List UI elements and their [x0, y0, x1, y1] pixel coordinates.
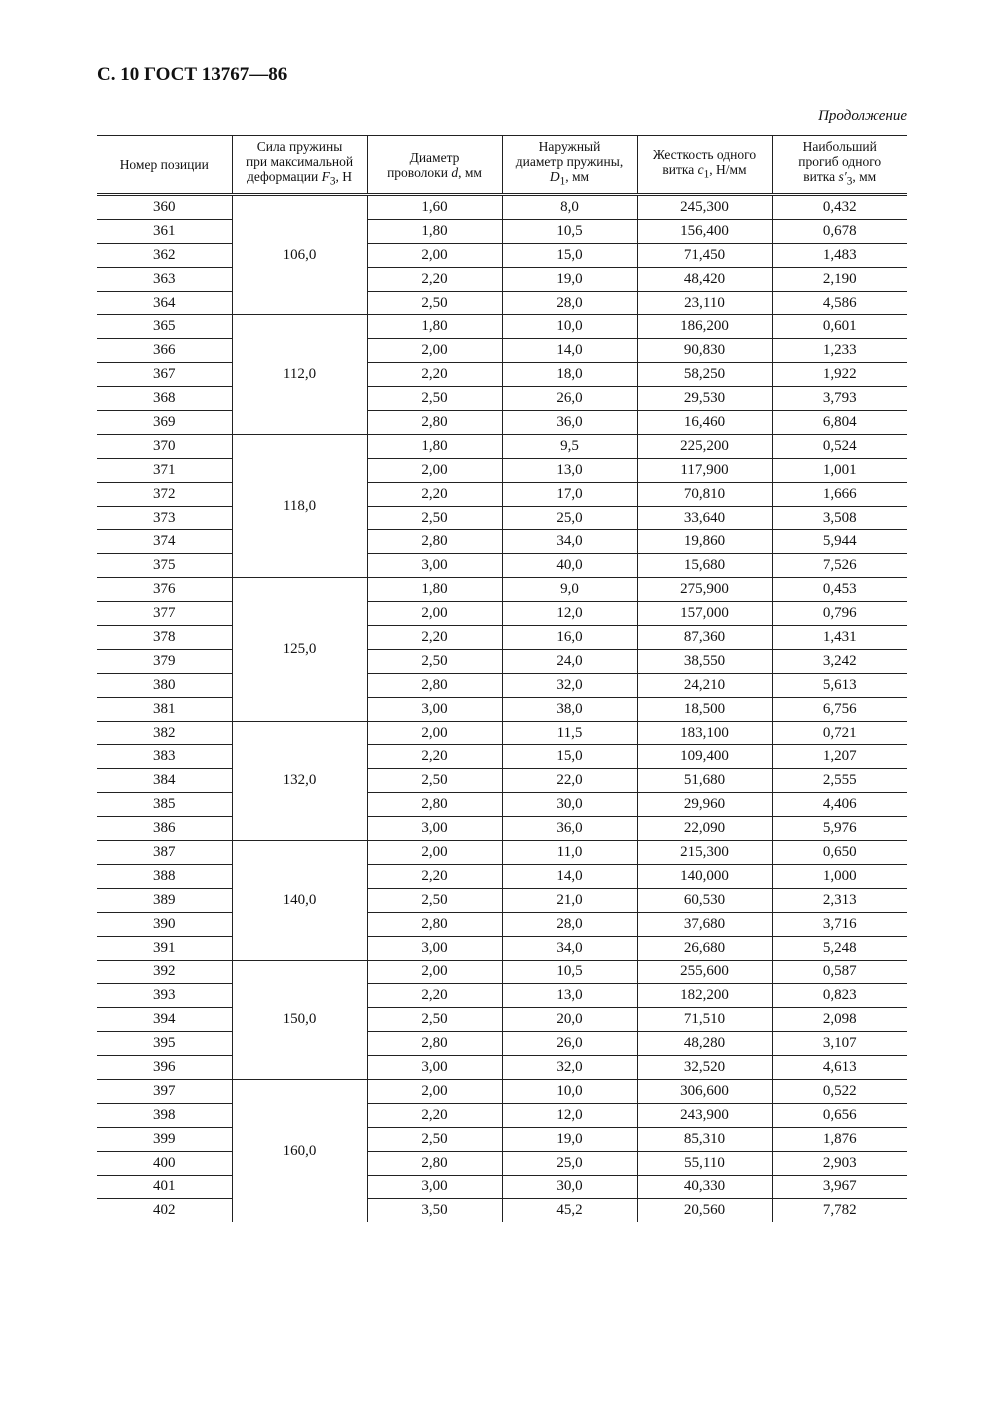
- stiffness-cell: 225,200: [637, 434, 772, 458]
- stiffness-cell: 245,300: [637, 195, 772, 220]
- stiffness-cell: 71,450: [637, 243, 772, 267]
- stiffness-cell: 15,680: [637, 554, 772, 578]
- stiffness-cell: 70,810: [637, 482, 772, 506]
- stiffness-cell: 71,510: [637, 1008, 772, 1032]
- stiffness-cell: 16,460: [637, 411, 772, 435]
- max-deflection-cell: 1,431: [772, 626, 907, 650]
- outer-diameter-cell: 22,0: [502, 769, 637, 793]
- col-header-outer-diameter: Наружный диаметр пружины, $D_1$, мм: [502, 136, 637, 195]
- position-number-cell: 375: [97, 554, 232, 578]
- outer-diameter-cell: 36,0: [502, 817, 637, 841]
- col-header-wire-diameter: Диаметр проволоки d, мм: [367, 136, 502, 195]
- position-number-cell: 388: [97, 864, 232, 888]
- position-number-cell: 392: [97, 960, 232, 984]
- outer-diameter-cell: 21,0: [502, 888, 637, 912]
- max-deflection-cell: 6,756: [772, 697, 907, 721]
- outer-diameter-cell: 10,0: [502, 1079, 637, 1103]
- table-body: [97, 195, 907, 1223]
- wire-diameter-cell: 2,20: [367, 626, 502, 650]
- wire-diameter-cell: 2,80: [367, 530, 502, 554]
- position-number-cell: 377: [97, 602, 232, 626]
- stiffness-cell: 29,530: [637, 387, 772, 411]
- wire-diameter-cell: 2,50: [367, 1008, 502, 1032]
- stiffness-cell: 215,300: [637, 841, 772, 865]
- table-row: [97, 434, 907, 458]
- wire-diameter-cell: 2,00: [367, 1079, 502, 1103]
- outer-diameter-cell: 16,0: [502, 626, 637, 650]
- max-deflection-cell: 1,483: [772, 243, 907, 267]
- wire-diameter-cell: 2,20: [367, 267, 502, 291]
- outer-diameter-cell: 10,5: [502, 219, 637, 243]
- table-row: [97, 745, 907, 769]
- outer-diameter-cell: 26,0: [502, 1032, 637, 1056]
- table-row: [97, 888, 907, 912]
- table-row: [97, 411, 907, 435]
- col-header-position: Номер позиции: [97, 136, 232, 195]
- table-row: [97, 243, 907, 267]
- outer-diameter-cell: 8,0: [502, 195, 637, 220]
- force-cell: 150,0: [232, 960, 367, 1079]
- wire-diameter-cell: 2,50: [367, 387, 502, 411]
- table-row: [97, 1103, 907, 1127]
- position-number-cell: 400: [97, 1151, 232, 1175]
- table-row: [97, 530, 907, 554]
- stiffness-cell: 87,360: [637, 626, 772, 650]
- stiffness-cell: 48,420: [637, 267, 772, 291]
- stiffness-cell: 182,200: [637, 984, 772, 1008]
- wire-diameter-cell: 3,50: [367, 1199, 502, 1222]
- table-row: [97, 697, 907, 721]
- table-row: [97, 673, 907, 697]
- col-header-max-deflection: Наибольший прогиб одного витка $s'_3$, мм: [772, 136, 907, 195]
- stiffness-cell: 24,210: [637, 673, 772, 697]
- table-row: [97, 291, 907, 315]
- position-number-cell: 364: [97, 291, 232, 315]
- wire-diameter-cell: 2,50: [367, 888, 502, 912]
- table-row: [97, 387, 907, 411]
- position-number-cell: 360: [97, 195, 232, 220]
- max-deflection-cell: 1,233: [772, 339, 907, 363]
- position-number-cell: 366: [97, 339, 232, 363]
- force-cell: 112,0: [232, 315, 367, 434]
- table-header-row: [97, 136, 907, 195]
- wire-diameter-cell: 2,50: [367, 291, 502, 315]
- position-number-cell: 394: [97, 1008, 232, 1032]
- position-number-cell: 365: [97, 315, 232, 339]
- outer-diameter-cell: 38,0: [502, 697, 637, 721]
- table-row: [97, 363, 907, 387]
- max-deflection-cell: 4,406: [772, 793, 907, 817]
- outer-diameter-cell: 13,0: [502, 458, 637, 482]
- stiffness-cell: 33,640: [637, 506, 772, 530]
- wire-diameter-cell: 2,00: [367, 721, 502, 745]
- table-row: [97, 793, 907, 817]
- max-deflection-cell: 1,922: [772, 363, 907, 387]
- max-deflection-cell: 6,804: [772, 411, 907, 435]
- max-deflection-cell: 7,526: [772, 554, 907, 578]
- wire-diameter-cell: 1,60: [367, 195, 502, 220]
- position-number-cell: 393: [97, 984, 232, 1008]
- wire-diameter-cell: 3,00: [367, 817, 502, 841]
- outer-diameter-cell: 11,5: [502, 721, 637, 745]
- stiffness-cell: 186,200: [637, 315, 772, 339]
- col-header-stiffness: Жесткость одного витка $c_1$, Н/мм: [637, 136, 772, 195]
- max-deflection-cell: 3,242: [772, 649, 907, 673]
- position-number-cell: 390: [97, 912, 232, 936]
- outer-diameter-cell: 13,0: [502, 984, 637, 1008]
- position-number-cell: 382: [97, 721, 232, 745]
- table-row: [97, 339, 907, 363]
- outer-diameter-cell: 24,0: [502, 649, 637, 673]
- wire-diameter-cell: 2,20: [367, 1103, 502, 1127]
- outer-diameter-cell: 26,0: [502, 387, 637, 411]
- max-deflection-cell: 0,522: [772, 1079, 907, 1103]
- outer-diameter-cell: 32,0: [502, 673, 637, 697]
- outer-diameter-cell: 18,0: [502, 363, 637, 387]
- table-row: [97, 936, 907, 960]
- outer-diameter-cell: 30,0: [502, 1175, 637, 1199]
- position-number-cell: 361: [97, 219, 232, 243]
- stiffness-cell: 140,000: [637, 864, 772, 888]
- position-number-cell: 362: [97, 243, 232, 267]
- max-deflection-cell: 2,098: [772, 1008, 907, 1032]
- wire-diameter-cell: 1,80: [367, 434, 502, 458]
- wire-diameter-cell: 1,80: [367, 219, 502, 243]
- wire-diameter-cell: 2,50: [367, 769, 502, 793]
- max-deflection-cell: 0,656: [772, 1103, 907, 1127]
- stiffness-cell: 90,830: [637, 339, 772, 363]
- position-number-cell: 385: [97, 793, 232, 817]
- stiffness-cell: 23,110: [637, 291, 772, 315]
- stiffness-cell: 117,900: [637, 458, 772, 482]
- max-deflection-cell: 5,944: [772, 530, 907, 554]
- wire-diameter-cell: 2,00: [367, 960, 502, 984]
- position-number-cell: 371: [97, 458, 232, 482]
- table-row: [97, 864, 907, 888]
- page-header: С. 10 ГОСТ 13767—86: [97, 64, 288, 85]
- max-deflection-cell: 5,976: [772, 817, 907, 841]
- wire-diameter-cell: 2,80: [367, 912, 502, 936]
- wire-diameter-cell: 2,80: [367, 1151, 502, 1175]
- wire-diameter-cell: 2,00: [367, 339, 502, 363]
- wire-diameter-cell: 2,00: [367, 243, 502, 267]
- stiffness-cell: 20,560: [637, 1199, 772, 1222]
- force-cell: 125,0: [232, 578, 367, 721]
- stiffness-cell: 255,600: [637, 960, 772, 984]
- stiffness-cell: 109,400: [637, 745, 772, 769]
- wire-diameter-cell: 3,00: [367, 1056, 502, 1080]
- max-deflection-cell: 4,586: [772, 291, 907, 315]
- wire-diameter-cell: 2,20: [367, 984, 502, 1008]
- outer-diameter-cell: 30,0: [502, 793, 637, 817]
- table-row: [97, 602, 907, 626]
- wire-diameter-cell: 2,50: [367, 649, 502, 673]
- max-deflection-cell: 3,793: [772, 387, 907, 411]
- stiffness-cell: 51,680: [637, 769, 772, 793]
- wire-diameter-cell: 2,20: [367, 482, 502, 506]
- outer-diameter-cell: 12,0: [502, 1103, 637, 1127]
- max-deflection-cell: 3,967: [772, 1175, 907, 1199]
- max-deflection-cell: 5,613: [772, 673, 907, 697]
- wire-diameter-cell: 2,80: [367, 1032, 502, 1056]
- stiffness-cell: 37,680: [637, 912, 772, 936]
- outer-diameter-cell: 28,0: [502, 291, 637, 315]
- spring-parameters-table: [97, 135, 907, 1222]
- table-row: [97, 1079, 907, 1103]
- position-number-cell: 395: [97, 1032, 232, 1056]
- position-number-cell: 374: [97, 530, 232, 554]
- table-row: [97, 984, 907, 1008]
- position-number-cell: 386: [97, 817, 232, 841]
- table-row: [97, 506, 907, 530]
- outer-diameter-cell: 40,0: [502, 554, 637, 578]
- max-deflection-cell: 0,796: [772, 602, 907, 626]
- outer-diameter-cell: 28,0: [502, 912, 637, 936]
- wire-diameter-cell: 1,80: [367, 578, 502, 602]
- max-deflection-cell: 0,524: [772, 434, 907, 458]
- max-deflection-cell: 7,782: [772, 1199, 907, 1222]
- outer-diameter-cell: 20,0: [502, 1008, 637, 1032]
- table-row: [97, 267, 907, 291]
- stiffness-cell: 60,530: [637, 888, 772, 912]
- stiffness-cell: 19,860: [637, 530, 772, 554]
- wire-diameter-cell: 2,80: [367, 673, 502, 697]
- stiffness-cell: 58,250: [637, 363, 772, 387]
- max-deflection-cell: 1,666: [772, 482, 907, 506]
- outer-diameter-cell: 19,0: [502, 267, 637, 291]
- position-number-cell: 373: [97, 506, 232, 530]
- max-deflection-cell: 2,555: [772, 769, 907, 793]
- position-number-cell: 396: [97, 1056, 232, 1080]
- stiffness-cell: 48,280: [637, 1032, 772, 1056]
- force-cell: 106,0: [232, 195, 367, 315]
- wire-diameter-cell: 2,20: [367, 745, 502, 769]
- outer-diameter-cell: 34,0: [502, 530, 637, 554]
- wire-diameter-cell: 3,00: [367, 697, 502, 721]
- max-deflection-cell: 3,508: [772, 506, 907, 530]
- wire-diameter-cell: 2,00: [367, 458, 502, 482]
- stiffness-cell: 55,110: [637, 1151, 772, 1175]
- stiffness-cell: 22,090: [637, 817, 772, 841]
- outer-diameter-cell: 12,0: [502, 602, 637, 626]
- outer-diameter-cell: 14,0: [502, 339, 637, 363]
- position-number-cell: 391: [97, 936, 232, 960]
- outer-diameter-cell: 45,2: [502, 1199, 637, 1222]
- wire-diameter-cell: 2,20: [367, 363, 502, 387]
- max-deflection-cell: 0,432: [772, 195, 907, 220]
- position-number-cell: 402: [97, 1199, 232, 1222]
- force-cell: 140,0: [232, 841, 367, 960]
- table-row: [97, 769, 907, 793]
- outer-diameter-cell: 9,0: [502, 578, 637, 602]
- outer-diameter-cell: 15,0: [502, 745, 637, 769]
- position-number-cell: 370: [97, 434, 232, 458]
- outer-diameter-cell: 14,0: [502, 864, 637, 888]
- table-row: [97, 1032, 907, 1056]
- table-row: [97, 1151, 907, 1175]
- wire-diameter-cell: 2,80: [367, 793, 502, 817]
- max-deflection-cell: 5,248: [772, 936, 907, 960]
- table-row: [97, 315, 907, 339]
- max-deflection-cell: 0,823: [772, 984, 907, 1008]
- outer-diameter-cell: 19,0: [502, 1127, 637, 1151]
- stiffness-cell: 275,900: [637, 578, 772, 602]
- wire-diameter-cell: 3,00: [367, 1175, 502, 1199]
- stiffness-cell: 40,330: [637, 1175, 772, 1199]
- max-deflection-cell: 1,207: [772, 745, 907, 769]
- max-deflection-cell: 4,613: [772, 1056, 907, 1080]
- position-number-cell: 372: [97, 482, 232, 506]
- table-row: [97, 1199, 907, 1222]
- wire-diameter-cell: 2,80: [367, 411, 502, 435]
- table-row: [97, 912, 907, 936]
- outer-diameter-cell: 15,0: [502, 243, 637, 267]
- table-row: [97, 458, 907, 482]
- table-row: [97, 482, 907, 506]
- table-row: [97, 554, 907, 578]
- position-number-cell: 368: [97, 387, 232, 411]
- force-cell: 118,0: [232, 434, 367, 577]
- table-row: [97, 721, 907, 745]
- force-cell: 160,0: [232, 1079, 367, 1222]
- position-number-cell: 397: [97, 1079, 232, 1103]
- position-number-cell: 384: [97, 769, 232, 793]
- max-deflection-cell: 2,190: [772, 267, 907, 291]
- table-row: [97, 1127, 907, 1151]
- max-deflection-cell: 0,721: [772, 721, 907, 745]
- position-number-cell: 389: [97, 888, 232, 912]
- outer-diameter-cell: 9,5: [502, 434, 637, 458]
- outer-diameter-cell: 17,0: [502, 482, 637, 506]
- stiffness-cell: 32,520: [637, 1056, 772, 1080]
- stiffness-cell: 306,600: [637, 1079, 772, 1103]
- outer-diameter-cell: 34,0: [502, 936, 637, 960]
- position-number-cell: 383: [97, 745, 232, 769]
- position-number-cell: 398: [97, 1103, 232, 1127]
- max-deflection-cell: 2,313: [772, 888, 907, 912]
- outer-diameter-cell: 25,0: [502, 1151, 637, 1175]
- outer-diameter-cell: 32,0: [502, 1056, 637, 1080]
- max-deflection-cell: 0,678: [772, 219, 907, 243]
- table-row: [97, 1008, 907, 1032]
- stiffness-cell: 26,680: [637, 936, 772, 960]
- outer-diameter-cell: 25,0: [502, 506, 637, 530]
- max-deflection-cell: 1,000: [772, 864, 907, 888]
- wire-diameter-cell: 2,00: [367, 602, 502, 626]
- position-number-cell: 378: [97, 626, 232, 650]
- table-row: [97, 195, 907, 220]
- table-row: [97, 1175, 907, 1199]
- position-number-cell: 387: [97, 841, 232, 865]
- stiffness-cell: 243,900: [637, 1103, 772, 1127]
- table-row: [97, 817, 907, 841]
- stiffness-cell: 85,310: [637, 1127, 772, 1151]
- wire-diameter-cell: 2,00: [367, 841, 502, 865]
- stiffness-cell: 156,400: [637, 219, 772, 243]
- stiffness-cell: 18,500: [637, 697, 772, 721]
- position-number-cell: 380: [97, 673, 232, 697]
- position-number-cell: 363: [97, 267, 232, 291]
- outer-diameter-cell: 11,0: [502, 841, 637, 865]
- position-number-cell: 367: [97, 363, 232, 387]
- continuation-label: Продолжение: [818, 108, 907, 124]
- stiffness-cell: 38,550: [637, 649, 772, 673]
- table-row: [97, 1056, 907, 1080]
- max-deflection-cell: 0,601: [772, 315, 907, 339]
- outer-diameter-cell: 36,0: [502, 411, 637, 435]
- stiffness-cell: 183,100: [637, 721, 772, 745]
- wire-diameter-cell: 2,50: [367, 1127, 502, 1151]
- position-number-cell: 379: [97, 649, 232, 673]
- wire-diameter-cell: 3,00: [367, 936, 502, 960]
- position-number-cell: 381: [97, 697, 232, 721]
- position-number-cell: 401: [97, 1175, 232, 1199]
- max-deflection-cell: 0,587: [772, 960, 907, 984]
- force-cell: 132,0: [232, 721, 367, 840]
- position-number-cell: 376: [97, 578, 232, 602]
- wire-diameter-cell: 1,80: [367, 315, 502, 339]
- table-row: [97, 841, 907, 865]
- stiffness-cell: 157,000: [637, 602, 772, 626]
- max-deflection-cell: 3,107: [772, 1032, 907, 1056]
- max-deflection-cell: 3,716: [772, 912, 907, 936]
- wire-diameter-cell: 2,20: [367, 864, 502, 888]
- max-deflection-cell: 1,001: [772, 458, 907, 482]
- max-deflection-cell: 0,650: [772, 841, 907, 865]
- max-deflection-cell: 0,453: [772, 578, 907, 602]
- wire-diameter-cell: 2,50: [367, 506, 502, 530]
- table-row: [97, 219, 907, 243]
- position-number-cell: 369: [97, 411, 232, 435]
- stiffness-cell: 29,960: [637, 793, 772, 817]
- table-row: [97, 649, 907, 673]
- table-row: [97, 578, 907, 602]
- outer-diameter-cell: 10,5: [502, 960, 637, 984]
- table-row: [97, 960, 907, 984]
- position-number-cell: 399: [97, 1127, 232, 1151]
- table-row: [97, 626, 907, 650]
- max-deflection-cell: 2,903: [772, 1151, 907, 1175]
- outer-diameter-cell: 10,0: [502, 315, 637, 339]
- wire-diameter-cell: 3,00: [367, 554, 502, 578]
- max-deflection-cell: 1,876: [772, 1127, 907, 1151]
- col-header-force: Сила пружины при максимальной деформации $F_3$, Н: [232, 136, 367, 195]
